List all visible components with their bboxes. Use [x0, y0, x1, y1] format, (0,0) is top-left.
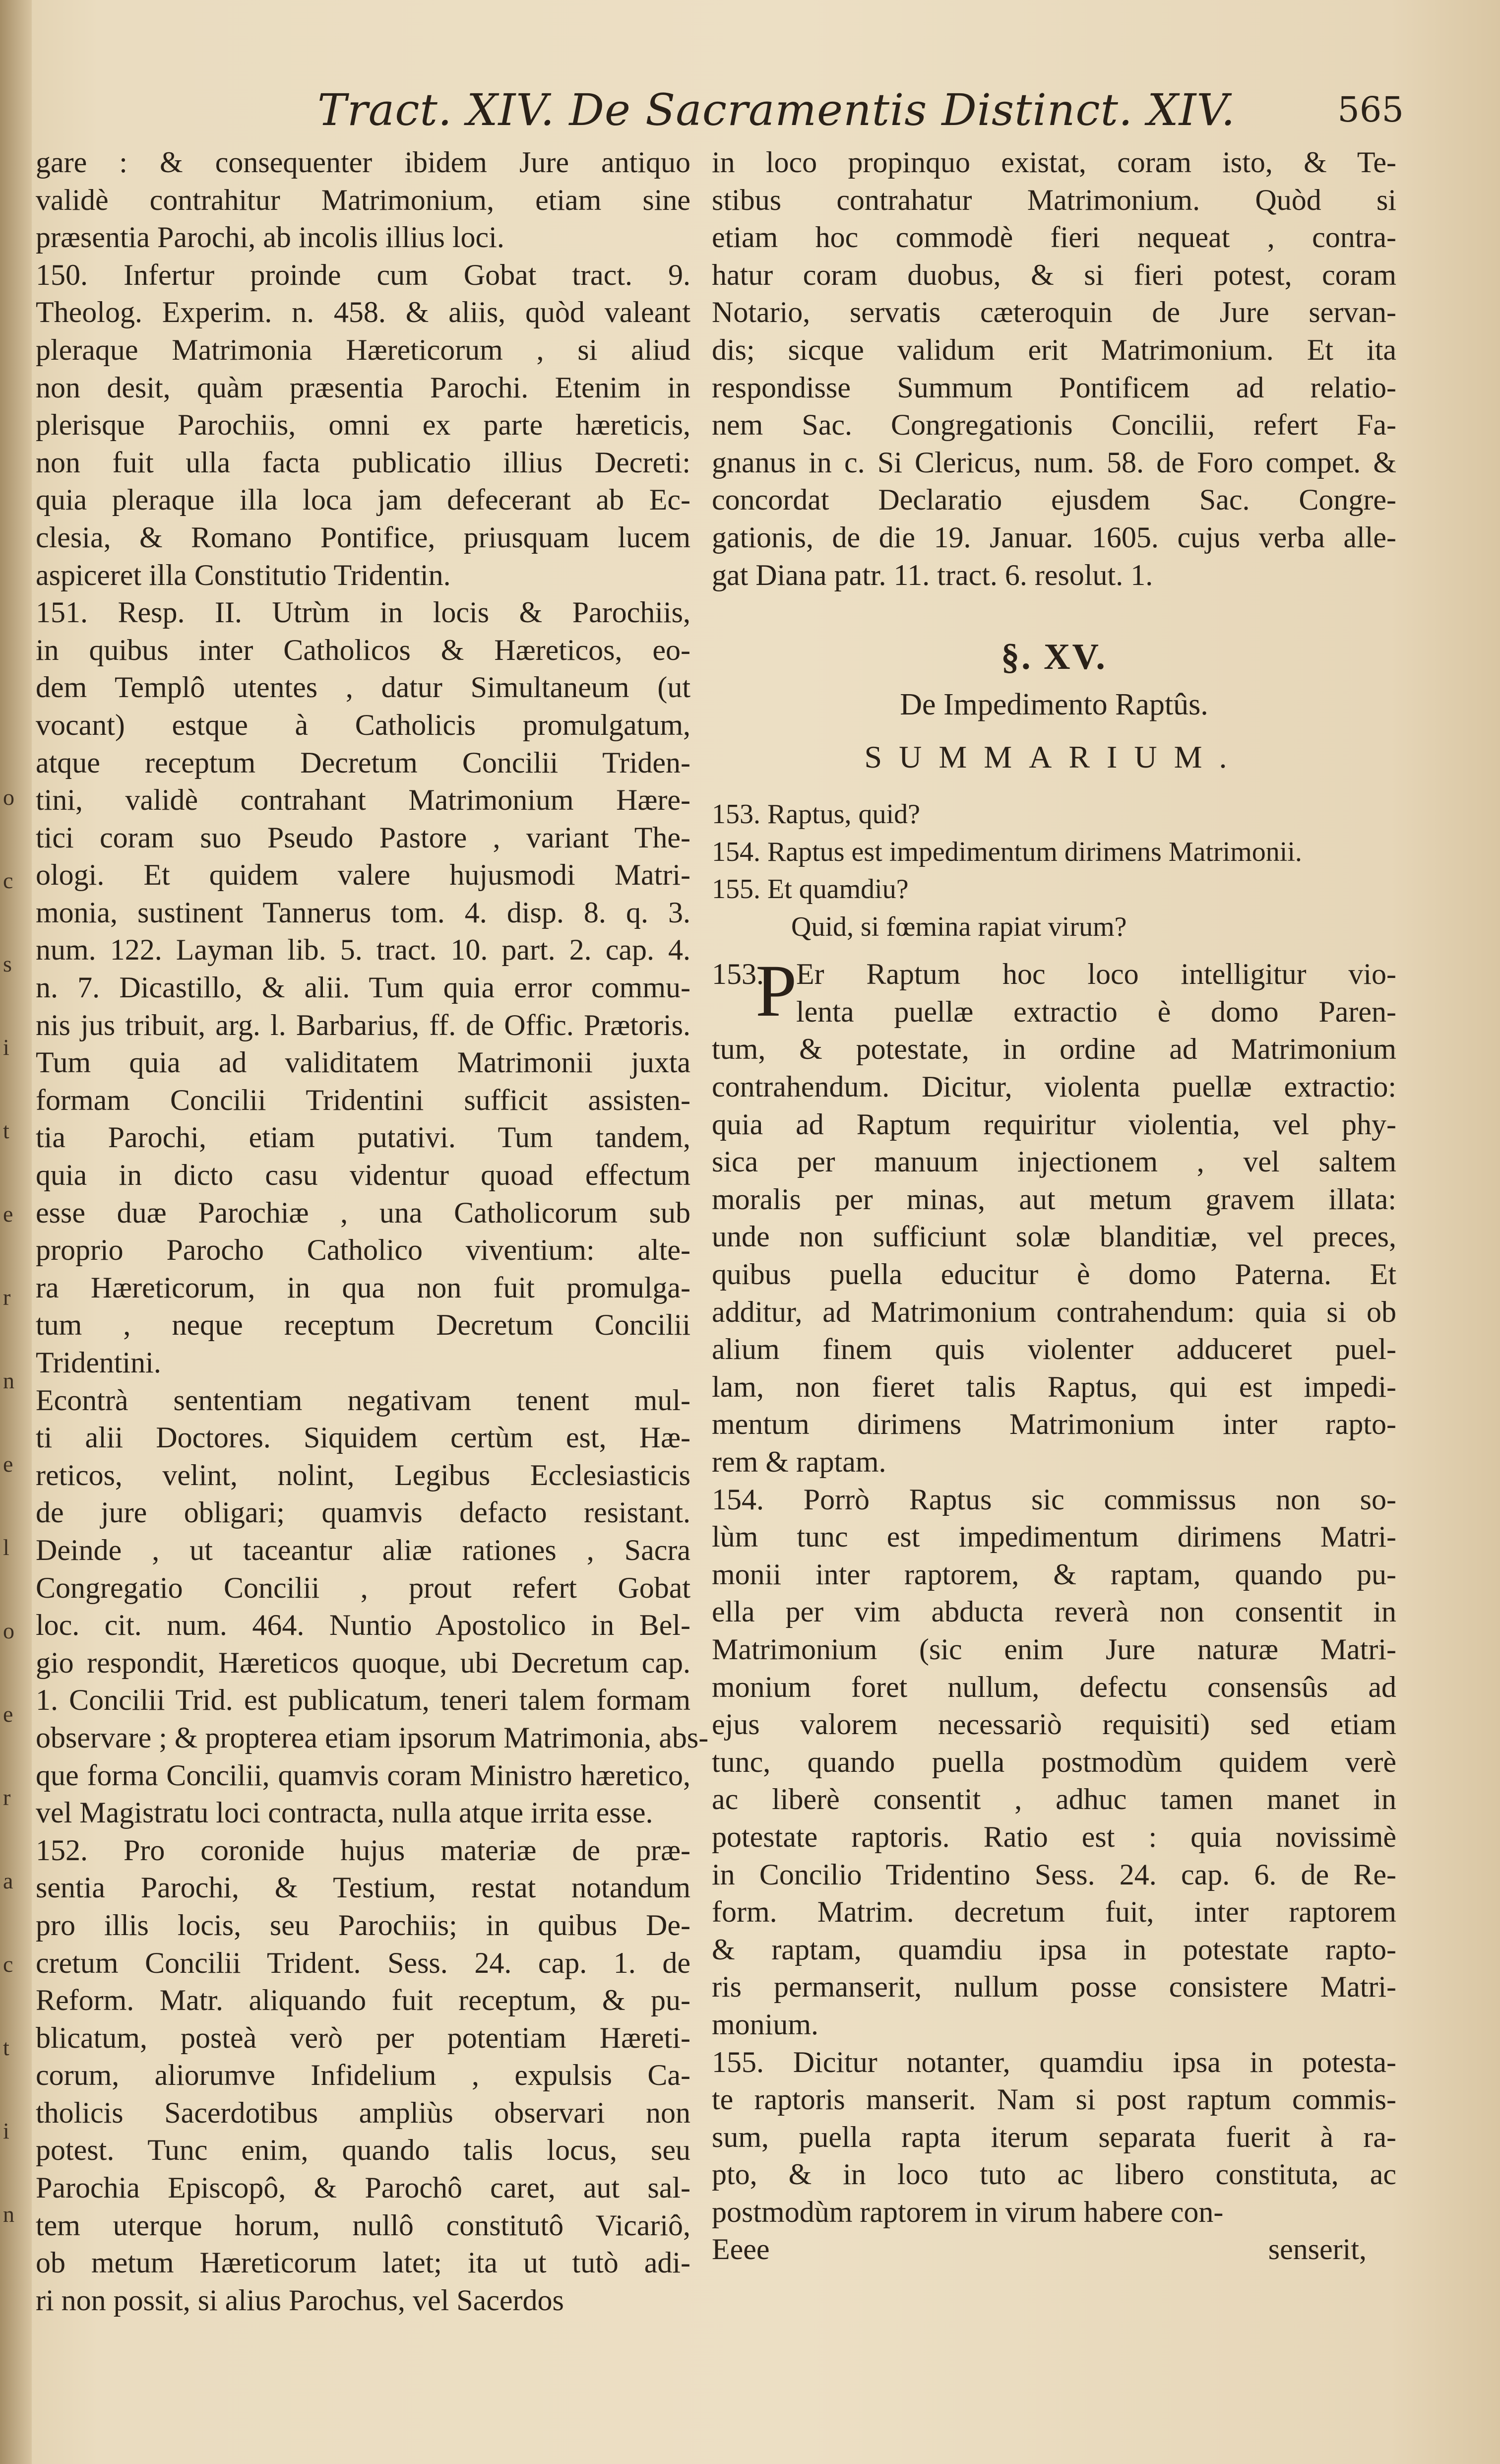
text-line: monium. — [712, 2008, 819, 2041]
gutter-letter: l — [3, 1535, 9, 1560]
text-line: pro illis locis, seu Parochiis; in quibus De- — [36, 1908, 690, 1942]
text-line: atque receptum Decretum Concilii Triden- — [36, 746, 690, 779]
text-line: tum , neque receptum Decretum Concilii — [36, 1308, 690, 1342]
text-line: reticos, velint, nolint, Legibus Ecclesiasticis — [36, 1458, 690, 1491]
text-line: Reform. Matr. aliquando fuit receptum, & pu- — [36, 1984, 690, 2017]
text-line: ra Hæreticorum, in qua non fuit promulga- — [36, 1271, 690, 1304]
text-line: in loco propinquo existat, coram isto, & Te- — [712, 146, 1396, 179]
text-line: Econtrà sententiam negativam tenent mul- — [36, 1383, 690, 1417]
facing-page-letters — [3, 0, 23, 2464]
running-head: Tract. XIV. De Sacramentis Distinct. XIV. — [317, 84, 1236, 135]
text-line: tum, & potestate, in ordine ad Matrimonium — [712, 1033, 1396, 1066]
text-line: 1. Concilii Trid. est publicatum, teneri talem formam — [36, 1684, 690, 1717]
paragraph-153-second-line: lenta puellæ extractio è domo Paren- — [796, 995, 1396, 1028]
text-line: que forma Concilii, quamvis coram Ministro hæretico, — [36, 1758, 690, 1792]
summary-item: 155. Et quamdiu? — [712, 874, 909, 905]
text-line: de jure obligari; quamvis defacto resistant. — [36, 1496, 690, 1529]
summary-item: Quid, si fœmina rapiat virum? — [791, 911, 1127, 942]
text-line: vocant) estque à Catholicis promulgatum, — [36, 708, 690, 741]
text-line: nis jus tribuit, arg. l. Barbarius, ff. de Offic. Prætoris. — [36, 1008, 690, 1041]
text-line: proprio Parocho Catholico viventium: alte- — [36, 1233, 690, 1267]
text-line: gnanus in c. Si Clericus, num. 58. de Foro compet. & — [712, 446, 1396, 479]
text-line: ob metum Hæreticorum latet; ita ut tutò adi- — [36, 2246, 690, 2279]
text-line: dis; sicque validum erit Matrimonium. Et ita — [712, 333, 1396, 366]
text-line: ologi. Et quidem valere hujusmodi Matri- — [36, 858, 690, 892]
text-line: esse duæ Parochiæ , una Catholicorum sub — [36, 1196, 690, 1229]
text-line: respondisse Summum Pontificem ad relatio- — [712, 371, 1396, 404]
text-line: rem & raptam. — [712, 1445, 886, 1478]
text-line: potestate raptoris. Ratio est : quia novissimè — [712, 1820, 1396, 1853]
text-line: Notario, servatis cæteroquin de Jure servan- — [712, 296, 1396, 329]
text-line: cretum Concilii Trident. Sess. 24. cap. 1. de — [36, 1946, 690, 1979]
gutter-letter: e — [3, 1701, 13, 1727]
text-line: gationis, de die 19. Januar. 1605. cujus verba alle- — [712, 520, 1396, 554]
text-line: Tum quia ad validitatem Matrimonii juxta — [36, 1046, 690, 1079]
gutter-letter: t — [3, 2035, 9, 2060]
text-line: 151. Resp. II. Utrùm in locis & Parochiis, — [36, 596, 690, 629]
text-line: pleraque Matrimonia Hæreticorum , si aliud — [36, 333, 690, 366]
text-line: quia ad Raptum requiritur violentia, vel phy- — [712, 1107, 1396, 1141]
text-line: lam, non fieret talis Raptus, qui est impedi- — [712, 1370, 1396, 1403]
text-line: blicatum, posteà verò per potentiam Hæreti- — [36, 2021, 690, 2054]
text-line: gat Diana patr. 11. tract. 6. resolut. 1. — [712, 558, 1153, 591]
text-line: additur, ad Matrimonium contrahendum: quia si ob — [712, 1295, 1396, 1328]
text-line: tici coram suo Pseudo Pastore , variant The- — [36, 821, 690, 854]
text-line: 150. Infertur proinde cum Gobat tract. 9. — [36, 258, 690, 291]
gutter-letter: o — [3, 784, 14, 810]
right-column-top-text — [712, 144, 1396, 594]
text-line: Deinde , ut taceantur aliæ rationes , Sacra — [36, 1533, 690, 1566]
text-line: tunc, quando puella postmodùm quidem verè — [712, 1745, 1396, 1778]
text-line: plerisque Parochiis, omni ex parte hæreticis, — [36, 408, 690, 442]
gutter-letter: r — [3, 1285, 11, 1310]
text-line: moralis per minas, aut metum gravem illata: — [712, 1182, 1396, 1216]
facing-page-gutter — [0, 0, 32, 2464]
text-line: monium foret nullum, defectu consensûs ad — [712, 1670, 1396, 1703]
text-line: formam Concilii Tridentini sufficit assisten- — [36, 1083, 690, 1116]
gutter-letter: i — [3, 1035, 9, 1060]
text-line: num. 122. Layman lib. 5. tract. 10. part. 2. cap. 4. — [36, 933, 690, 967]
text-line: quibus puella educitur è domo Paterna. Et — [712, 1258, 1396, 1291]
right-column — [712, 144, 1396, 2269]
text-line: gio respondit, Hæreticos quoque, ubi Decretum cap. — [36, 1646, 690, 1679]
text-line: sentia Parochi, & Testium, restat notandum — [36, 1871, 690, 1904]
text-line: tholicis Sacerdotibus ampliùs observari non — [36, 2096, 690, 2129]
section-mark: §. XV. — [1001, 637, 1107, 678]
gutter-letter: e — [3, 1451, 13, 1477]
signature-mark: Eeee — [712, 2233, 770, 2266]
section-title: De Impedimento Raptûs. — [900, 687, 1208, 721]
gutter-letter: n — [3, 2202, 14, 2227]
text-line: unde non sufficiunt solæ blanditiæ, vel preces, — [712, 1220, 1396, 1253]
text-line: ejus valorem necessariò requisiti) sed etiam — [712, 1708, 1396, 1741]
text-line: quia pleraque illa loca jam defecerant ab Ec- — [36, 483, 690, 517]
text-line: lùm tunc est impedimentum dirimens Matri- — [712, 1520, 1396, 1554]
text-line: quia in dicto casu videntur quoad effectum — [36, 1159, 690, 1192]
paragraph-text: Er Raptum hoc loco intelligitur vio- — [796, 958, 1396, 991]
signature-row — [712, 2231, 1396, 2269]
page-header — [317, 84, 1404, 139]
text-line: dem Templô utentes , datur Simultaneum (ut — [36, 671, 690, 704]
gutter-letter: i — [3, 2118, 9, 2143]
text-line: corum, aliorumve Infidelium , expulsis Ca- — [36, 2059, 690, 2092]
text-line: monii inter raptorem, & raptam, quando pu- — [712, 1557, 1396, 1591]
text-line: vel Magistratu loci contracta, nulla atque irrita esse. — [36, 1796, 653, 1829]
gutter-letter: n — [3, 1368, 14, 1393]
text-line: etiam hoc commodè fieri nequeat , contra- — [712, 221, 1396, 254]
text-line: pto, & in loco tuto ac libero constituta, ac — [712, 2158, 1396, 2191]
text-line: stibus contrahatur Matrimonium. Quòd si — [712, 183, 1396, 216]
drop-cap: P — [755, 950, 797, 1033]
text-line: aspiceret illa Constitutio Tridentin. — [36, 558, 451, 591]
text-line: sum, puella rapta iterum separata fuerit à ra- — [712, 2120, 1396, 2153]
gutter-letter: t — [3, 1118, 9, 1143]
text-line: concordat Declaratio ejusdem Sac. Congre- — [712, 483, 1396, 517]
text-line: n. 7. Dicastillo, & alii. Tum quia error commu- — [36, 971, 690, 1004]
text-line: in Concilio Tridentino Sess. 24. cap. 6. de Re- — [712, 1858, 1396, 1891]
text-line: ella per vim abducta reverà non consentit in — [712, 1595, 1396, 1628]
text-line: ti alii Doctores. Siquidem certùm est, Hæ- — [36, 1421, 690, 1454]
text-line: loc. cit. num. 464. Nuntio Apostolico in Bel- — [36, 1609, 690, 1642]
gutter-letter: c — [3, 868, 13, 893]
right-column-body-text — [712, 1031, 1396, 2231]
summary-item: 153. Raptus, quid? — [712, 798, 920, 830]
text-line: Matrimonium (sic enim Jure naturæ Matri- — [712, 1632, 1396, 1666]
text-line: alium finem quis violenter adduceret puel- — [712, 1333, 1396, 1366]
text-line: gare : & consequenter ibidem Jure antiquo — [36, 146, 690, 179]
text-line: clesia, & Romano Pontifice, priusquam lucem — [36, 520, 690, 554]
text-line: ac liberè consentit , adhuc tamen manet in — [712, 1783, 1396, 1816]
gutter-letter: c — [3, 1951, 13, 1977]
text-line: observare ; & propterea etiam ipsorum Matrimonia, abs- — [36, 1721, 709, 1754]
text-line: sica per manuum injectionem , vel saltem — [712, 1145, 1396, 1178]
gutter-letter: o — [3, 1618, 14, 1643]
text-line: 152. Pro coronide hujus materiæ de præ- — [36, 1833, 690, 1867]
text-line: Congregatio Concilii , prout refert Gobat — [36, 1571, 690, 1604]
paragraph-number: 153. — [712, 958, 764, 991]
text-line: 155. Dicitur notanter, quamdiu ipsa in potesta- — [712, 2045, 1396, 2078]
text-line: ris permanserit, nullum posse consistere Matri- — [712, 1970, 1396, 2004]
text-line: Tridentini. — [36, 1346, 161, 1379]
text-line: contrahendum. Dicitur, violenta puellæ extractio: — [712, 1070, 1396, 1103]
gutter-letter: e — [3, 1201, 13, 1227]
text-line: tia Parochi, etiam putativi. Tum tandem, — [36, 1121, 690, 1154]
summarium-heading: SUMMARIUM. — [864, 739, 1244, 775]
text-line: non fuit ulla facta publicatio illius Decreti: — [36, 446, 690, 479]
text-line: tem uterque horum, nullô constitutô Vicariô, — [36, 2208, 690, 2242]
text-line: nem Sac. Congregationis Concilii, refert Fa- — [712, 408, 1396, 442]
page-number: 565 — [1337, 89, 1404, 130]
text-line: monia, sustinent Tannerus tom. 4. disp. 8. q. 3. — [36, 896, 690, 929]
left-column — [36, 144, 709, 2319]
text-line: Parochia Episcopô, & Parochô caret, aut sal- — [36, 2171, 690, 2205]
text-line: te raptoris manserit. Nam si post raptum commis- — [712, 2083, 1396, 2116]
text-line: mentum dirimens Matrimonium inter rapto- — [712, 1408, 1396, 1441]
text-line: non desit, quàm præsentia Parochi. Etenim in — [36, 371, 690, 404]
catchword: senserit, — [1268, 2233, 1367, 2266]
text-line: 154. Porrò Raptus sic commissus non so- — [712, 1483, 1396, 1516]
text-line: Theolog. Experim. n. 458. & aliis, quòd valeant — [36, 296, 690, 329]
text-line: ri non possit, si alius Parochus, vel Sacerdos — [36, 2283, 564, 2317]
gutter-letter: s — [3, 951, 12, 976]
text-line: tini, validè contrahant Matrimonium Hære- — [36, 783, 690, 817]
text-line: validè contrahitur Matrimonium, etiam sine — [36, 183, 690, 216]
text-line: & raptam, quamdiu ipsa in potestate rapto- — [712, 1933, 1396, 1966]
gutter-letter: r — [3, 1785, 11, 1810]
text-line: in quibus inter Catholicos & Hæreticos, eo- — [36, 633, 690, 666]
text-line: præsentia Parochi, ab incolis illius loci. — [36, 221, 504, 254]
gutter-letter: a — [3, 1868, 13, 1893]
text-line: hatur coram duobus, & si fieri potest, coram — [712, 258, 1396, 291]
text-line: form. Matrim. decretum fuit, inter raptorem — [712, 1895, 1396, 1929]
text-line: postmodùm raptorem in virum habere con- — [712, 2195, 1224, 2228]
text-line: potest. Tunc enim, quando talis locus, seu — [36, 2134, 690, 2167]
summary-item: 154. Raptus est impedimentum dirimens Matrimonii. — [712, 836, 1302, 867]
